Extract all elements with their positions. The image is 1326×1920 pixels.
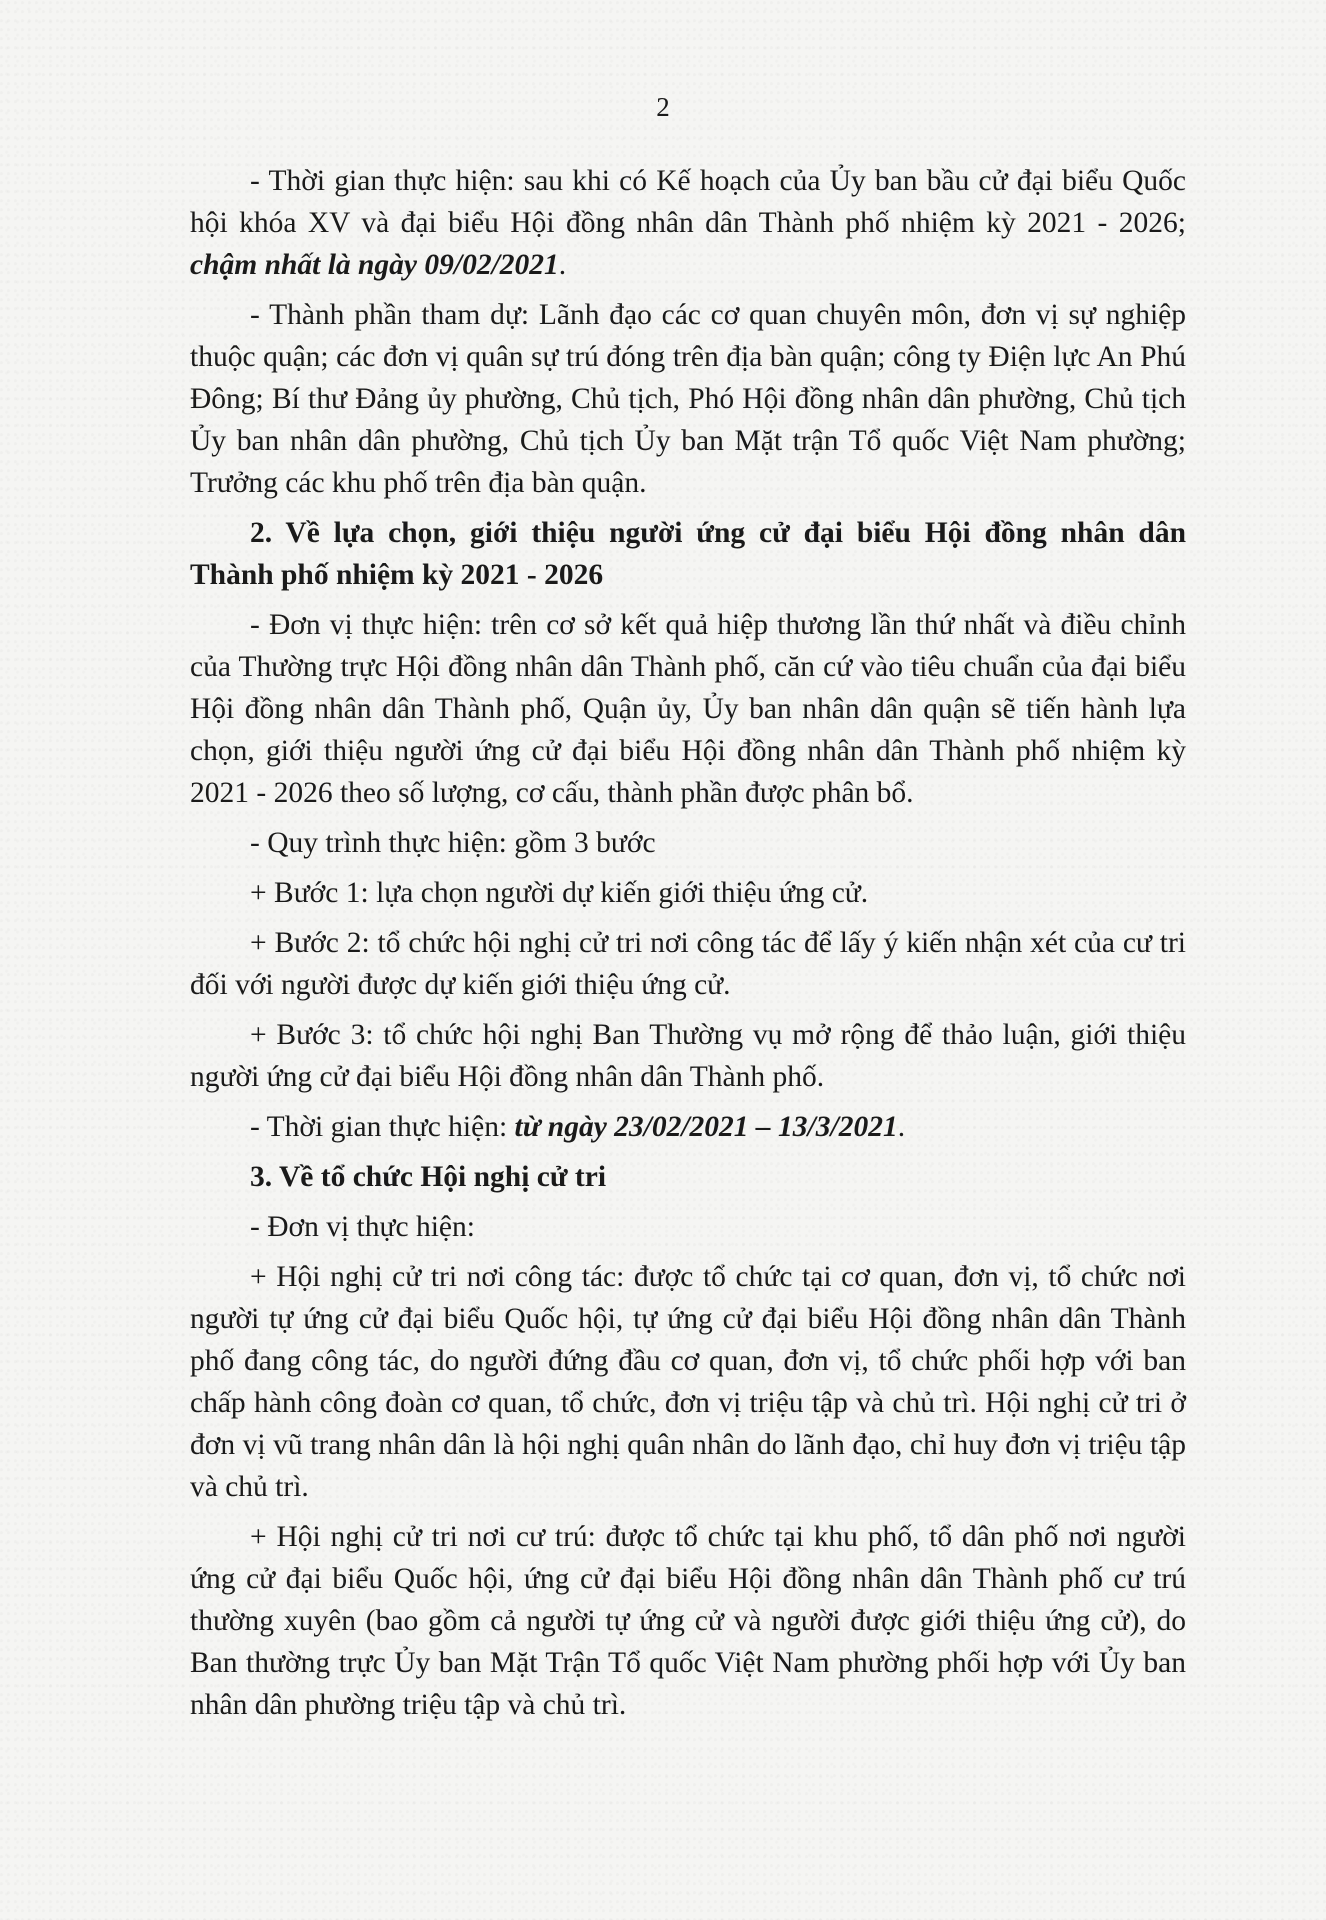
paragraph-step-2: + Bước 2: tổ chức hội nghị cử tri nơi công tác để lấy ý kiến nhận xét của cư tri đối với người được dự kiến giới thiệu ứng cử. xyxy=(190,927,1186,1001)
deadline-emphasis: chậm nhất là ngày 09/02/2021 xyxy=(190,249,559,281)
page-number: 2 xyxy=(656,92,670,122)
paragraph-process: - Quy trình thực hiện: gồm 3 bước xyxy=(250,827,656,859)
section-heading-3: 3. Về tổ chức Hội nghị cử tri xyxy=(250,1161,607,1193)
paragraph-time-1: - Thời gian thực hiện: sau khi có Kế hoạch của Ủy ban bầu cử đại biểu Quốc hội khóa XV và đại biểu Hội đồng nhân dân Thành phố nhiệm kỳ 2021 - 2026; chậm nhất là ngày 09/02/2021. xyxy=(190,165,1186,281)
paragraph-residence-meeting: + Hội nghị cử tri nơi cư trú: được tổ chức tại khu phố, tổ dân phố nơi người ứng cử đại biểu Quốc hội, ứng cử đại biểu Hội đồng nhân dân Thành phố cư trú thường xuyên (bao gồm cả người tự ứng cử và người được giới thiệu ứng cử), do Ban thường trực Ủy ban Mặt Trận Tổ quốc Việt Nam phường phối hợp với Ủy ban nhân dân phường triệu tập và chủ trì. xyxy=(190,1521,1186,1721)
paragraph-step-1: + Bước 1: lựa chọn người dự kiến giới thiệu ứng cử. xyxy=(250,877,869,909)
paragraph-unit-2: - Đơn vị thực hiện: xyxy=(250,1211,475,1243)
date-range-emphasis: từ ngày 23/02/2021 – 13/3/2021 xyxy=(514,1111,898,1143)
paragraph-step-3: + Bước 3: tổ chức hội nghị Ban Thường vụ mở rộng để thảo luận, giới thiệu người ứng cử đại biểu Hội đồng nhân dân Thành phố. xyxy=(190,1019,1186,1093)
paragraph-unit: - Đơn vị thực hiện: trên cơ sở kết quả hiệp thương lần thứ nhất và điều chỉnh của Thường trực Hội đồng nhân dân Thành phố, căn cứ vào tiêu chuẩn của đại biểu Hội đồng nhân dân Thành phố, Quận ủy, Ủy ban nhân dân quận sẽ tiến hành lựa chọn, giới thiệu người ứng cử đại biểu Hội đồng nhân dân Thành phố nhiệm kỳ 2021 - 2026 theo số lượng, cơ cấu, thành phần được phân bổ. xyxy=(190,609,1186,809)
document-body xyxy=(190,160,1186,1734)
paragraph-time-2: - Thời gian thực hiện: từ ngày 23/02/2021 – 13/3/2021. xyxy=(250,1111,906,1143)
section-heading-2: 2. Về lựa chọn, giới thiệu người ứng cử đại biểu Hội đồng nhân dân Thành phố nhiệm kỳ 2021 - 2026 xyxy=(190,517,1186,591)
paragraph-participants: - Thành phần tham dự: Lãnh đạo các cơ quan chuyên môn, đơn vị sự nghiệp thuộc quận; các đơn vị quân sự trú đóng trên địa bàn quận; công ty Điện lực An Phú Đông; Bí thư Đảng ủy phường, Chủ tịch, Phó Hội đồng nhân dân phường, Chủ tịch Ủy ban nhân dân phường, Chủ tịch Ủy ban Mặt trận Tổ quốc Việt Nam phường; Trưởng các khu phố trên địa bàn quận. xyxy=(190,299,1186,499)
paragraph-workplace-meeting: + Hội nghị cử tri nơi công tác: được tổ chức tại cơ quan, đơn vị, tổ chức nơi người tự ứng cử đại biểu Quốc hội, tự ứng cử đại biểu Hội đồng nhân dân Thành phố đang công tác, do người đứng đầu cơ quan, đơn vị, tổ chức phối hợp với ban chấp hành công đoàn cơ quan, tổ chức, đơn vị triệu tập và chủ trì. Hội nghị cử tri ở đơn vị vũ trang nhân dân là hội nghị quân nhân do lãnh đạo, chỉ huy đơn vị triệu tập và chủ trì. xyxy=(190,1261,1186,1503)
